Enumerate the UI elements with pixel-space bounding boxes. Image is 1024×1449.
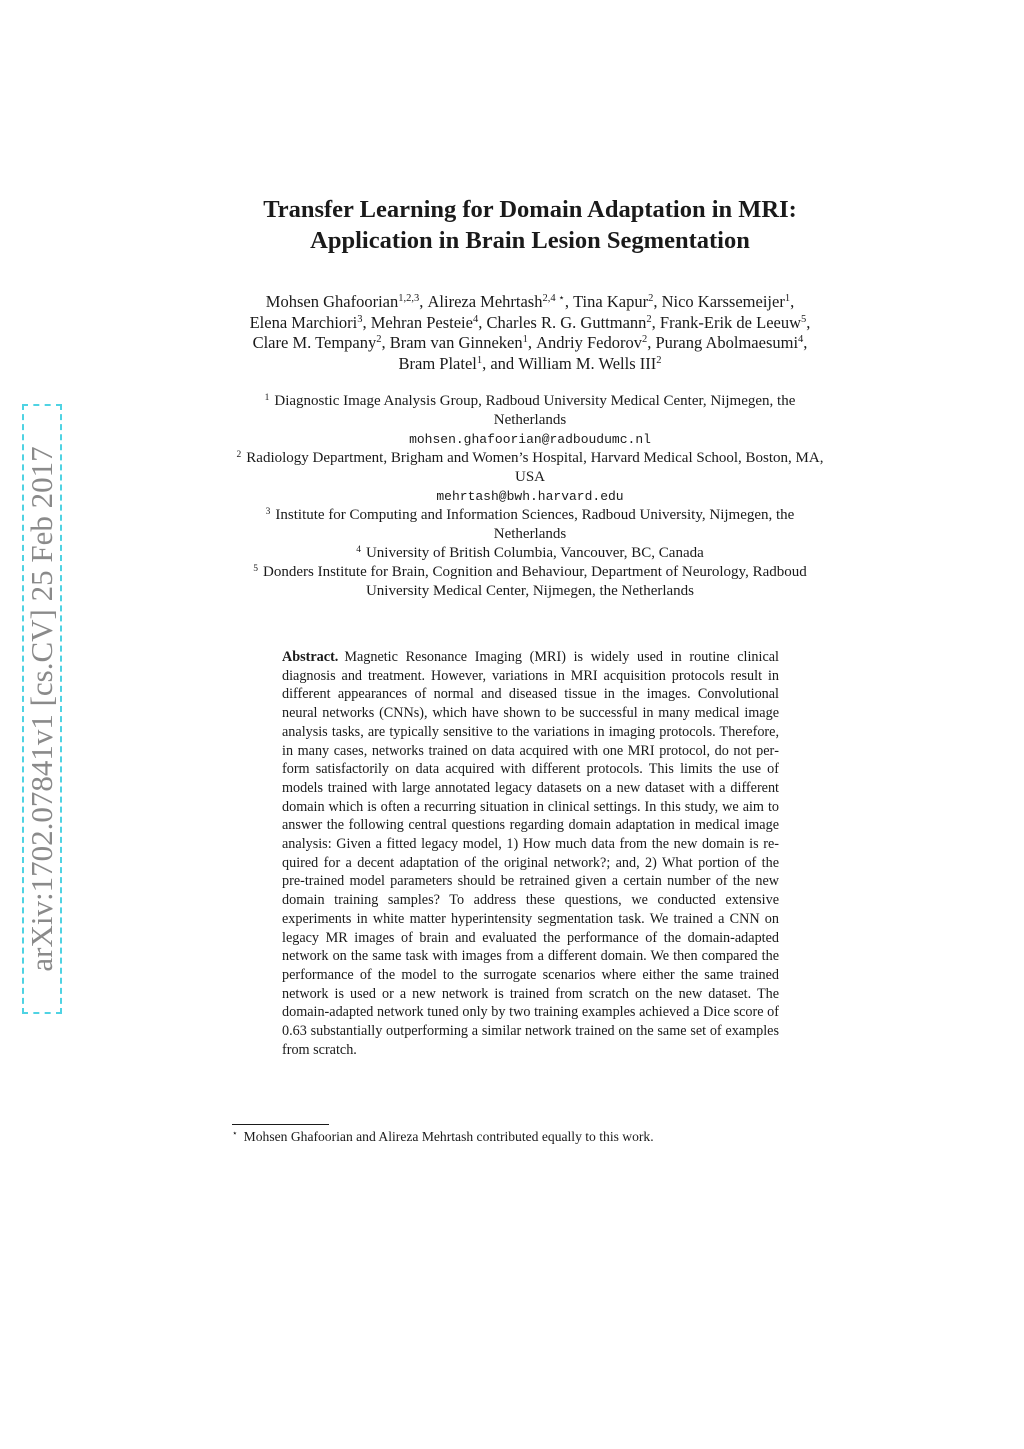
affiliation-number: 4 (356, 545, 361, 555)
author-separator: , (381, 333, 390, 352)
footnote-mark: ⋆ (232, 1128, 238, 1138)
author-affiliation-marker: 2,4 ⋆ (542, 293, 565, 304)
affiliation (230, 563, 830, 601)
author-affiliation-marker: 2 (646, 313, 652, 325)
author (390, 333, 536, 352)
author-affiliation-marker: 4 (472, 313, 479, 325)
abstract-text: Magnetic Resonance Imaging (MRI) is widely used in routine clinical diagnosis and treatment. However, variations in MRI acquisition protocols result in different appearances of normal and diseased tissue in the images. Convolutional neural networks (CNNs), which have shown to be successful in many medical image analysis tasks, are typically sensitive to the variations in imaging protocols. Therefore, in many cases, networks trained on data acquired with one MRI protocol, do not perform satisfactorily on data acquired with different protocols. This limits the use of models trained with large annotated legacy datasets on a new dataset with a different domain which is often a recurring situation in clinical settings. In this study, we aim to answer the following central questions regarding domain adaptation in medical image analysis: Given a fitted legacy model, 1) How much data from the new domain is required for a decent adaptation of the original network?; and, 2) What portion of the pre-trained model parameters should be retrained given a certain number of the new domain training samples? To address these questions, we conducted extensive experiments in white matter hyperintensity segmentation task. We trained a CNN on legacy MR images of brain and evaluated the performance of the domain-adapted network on the same task with images from a different domain. We then compared the performance of the model to the surrogate scenarios where either the same trained network is used or a new network is trained from scratch on the new dataset. The domain-adapted network tuned only by two training examples achieved a Dice score of 0.63 substantially outperforming a similar network trained on the same set of examples from scratch. (282, 649, 779, 1058)
author (250, 313, 371, 332)
abstract-label: Abstract. (282, 649, 339, 665)
footnote-rule (232, 1124, 329, 1125)
author-name: Andriy Fedorov (536, 333, 642, 352)
author-separator: , (419, 292, 428, 311)
author-separator: , (651, 312, 660, 332)
author (662, 292, 795, 311)
author-name: Mehran Pesteie (370, 312, 473, 332)
affiliation-email: mehrtash@bwh.harvard.edu (436, 489, 624, 504)
author-separator: , (362, 312, 371, 332)
affiliation-list (230, 392, 830, 601)
author-name: Tina Kapur (573, 292, 649, 311)
affiliation (230, 392, 830, 430)
author-separator: , (527, 333, 537, 352)
author-name: Bram Platel (398, 353, 477, 373)
author-name: Bram van Ginneken (389, 333, 523, 352)
author (266, 292, 428, 311)
affiliation-number: 2 (236, 450, 242, 460)
author-separator: , (790, 292, 795, 311)
author (371, 313, 487, 332)
author-name: Elena Marchiori (249, 312, 358, 332)
author-affiliation-marker: 2 (648, 293, 654, 304)
affiliation-number: 3 (265, 507, 271, 517)
footnote-text: Mohsen Ghafoorian and Alireza Mehrtash contributed equally to this work. (243, 1129, 654, 1144)
affiliation-text: Diagnostic Image Analysis Group, Radboud University Medical Center, Nijmegen, the Netherlands (274, 393, 796, 428)
affiliation-text: University of British Columbia, Vancouver, BC, Canada (365, 545, 704, 561)
affiliation-number: 1 (264, 393, 270, 403)
affiliation-email: mohsen.ghafoorian@radboudumc.nl (409, 432, 651, 447)
author-affiliation-marker: 4 (798, 334, 804, 345)
author (486, 313, 659, 332)
arxiv-identifier-stamp: arXiv:1702.07841v1 [cs.CV] 25 Feb 2017 (22, 404, 62, 1014)
author-name: Clare M. Tempany (252, 333, 377, 352)
author-affiliation-marker: 2 (376, 334, 382, 345)
author-affiliation-marker: 1,2,3 (398, 293, 420, 304)
affiliation (230, 544, 830, 563)
author-list (225, 292, 835, 374)
affiliation-text: Radiology Department, Brigham and Women’s Hospital, Harvard Medical School, Boston, MA, USA (246, 450, 824, 485)
affiliation (230, 449, 830, 487)
author-name: Charles R. G. Guttmann (486, 312, 647, 332)
author-affiliation-marker: 1 (522, 334, 528, 345)
author (536, 333, 655, 352)
author (660, 313, 811, 332)
affiliation (230, 506, 830, 544)
author-affiliation-marker: 5 (801, 313, 807, 325)
author (573, 292, 662, 311)
author-name: Frank-Erik de Leeuw (659, 312, 802, 332)
author-affiliation-marker: 1 (784, 293, 791, 304)
footnote (232, 1128, 832, 1146)
affiliation-text: Donders Institute for Brain, Cognition and Behaviour, Department of Neurology, Radboud University Medical Center, Nijmegen, the Netherlands (263, 564, 807, 599)
author-separator: , (653, 292, 662, 311)
author-name: William M. Wells III (518, 353, 657, 373)
affiliation-text: Institute for Computing and Information Sciences, Radboud University, Nijmegen, the Netherlands (275, 507, 795, 542)
author (253, 333, 390, 352)
author-name: Mohsen Ghafoorian (265, 292, 399, 311)
author-affiliation-marker: 2 (656, 354, 662, 366)
author (427, 292, 573, 311)
author-affiliation-marker: 3 (357, 313, 363, 325)
author-affiliation-marker: 2 (642, 334, 648, 345)
author-name: Alireza Mehrtash (427, 292, 543, 311)
paper-title: Transfer Learning for Domain Adaptation in MRI: Application in Brain Lesion Segmentation (263, 196, 797, 254)
author-separator: , and (482, 353, 519, 373)
author-separator: , (806, 312, 811, 332)
author-affiliation-marker: 1 (476, 354, 483, 366)
author (656, 333, 808, 352)
author-separator: , (803, 333, 808, 352)
author-separator: , (647, 333, 656, 352)
author-separator: , (564, 292, 574, 311)
author (518, 354, 661, 373)
author-name: Purang Abolmaesumi (655, 333, 799, 352)
author-name: Nico Karssemeijer (661, 292, 785, 311)
author (399, 354, 519, 373)
author-separator: , (478, 312, 487, 332)
abstract (282, 648, 779, 1059)
affiliation-number: 5 (253, 564, 258, 574)
